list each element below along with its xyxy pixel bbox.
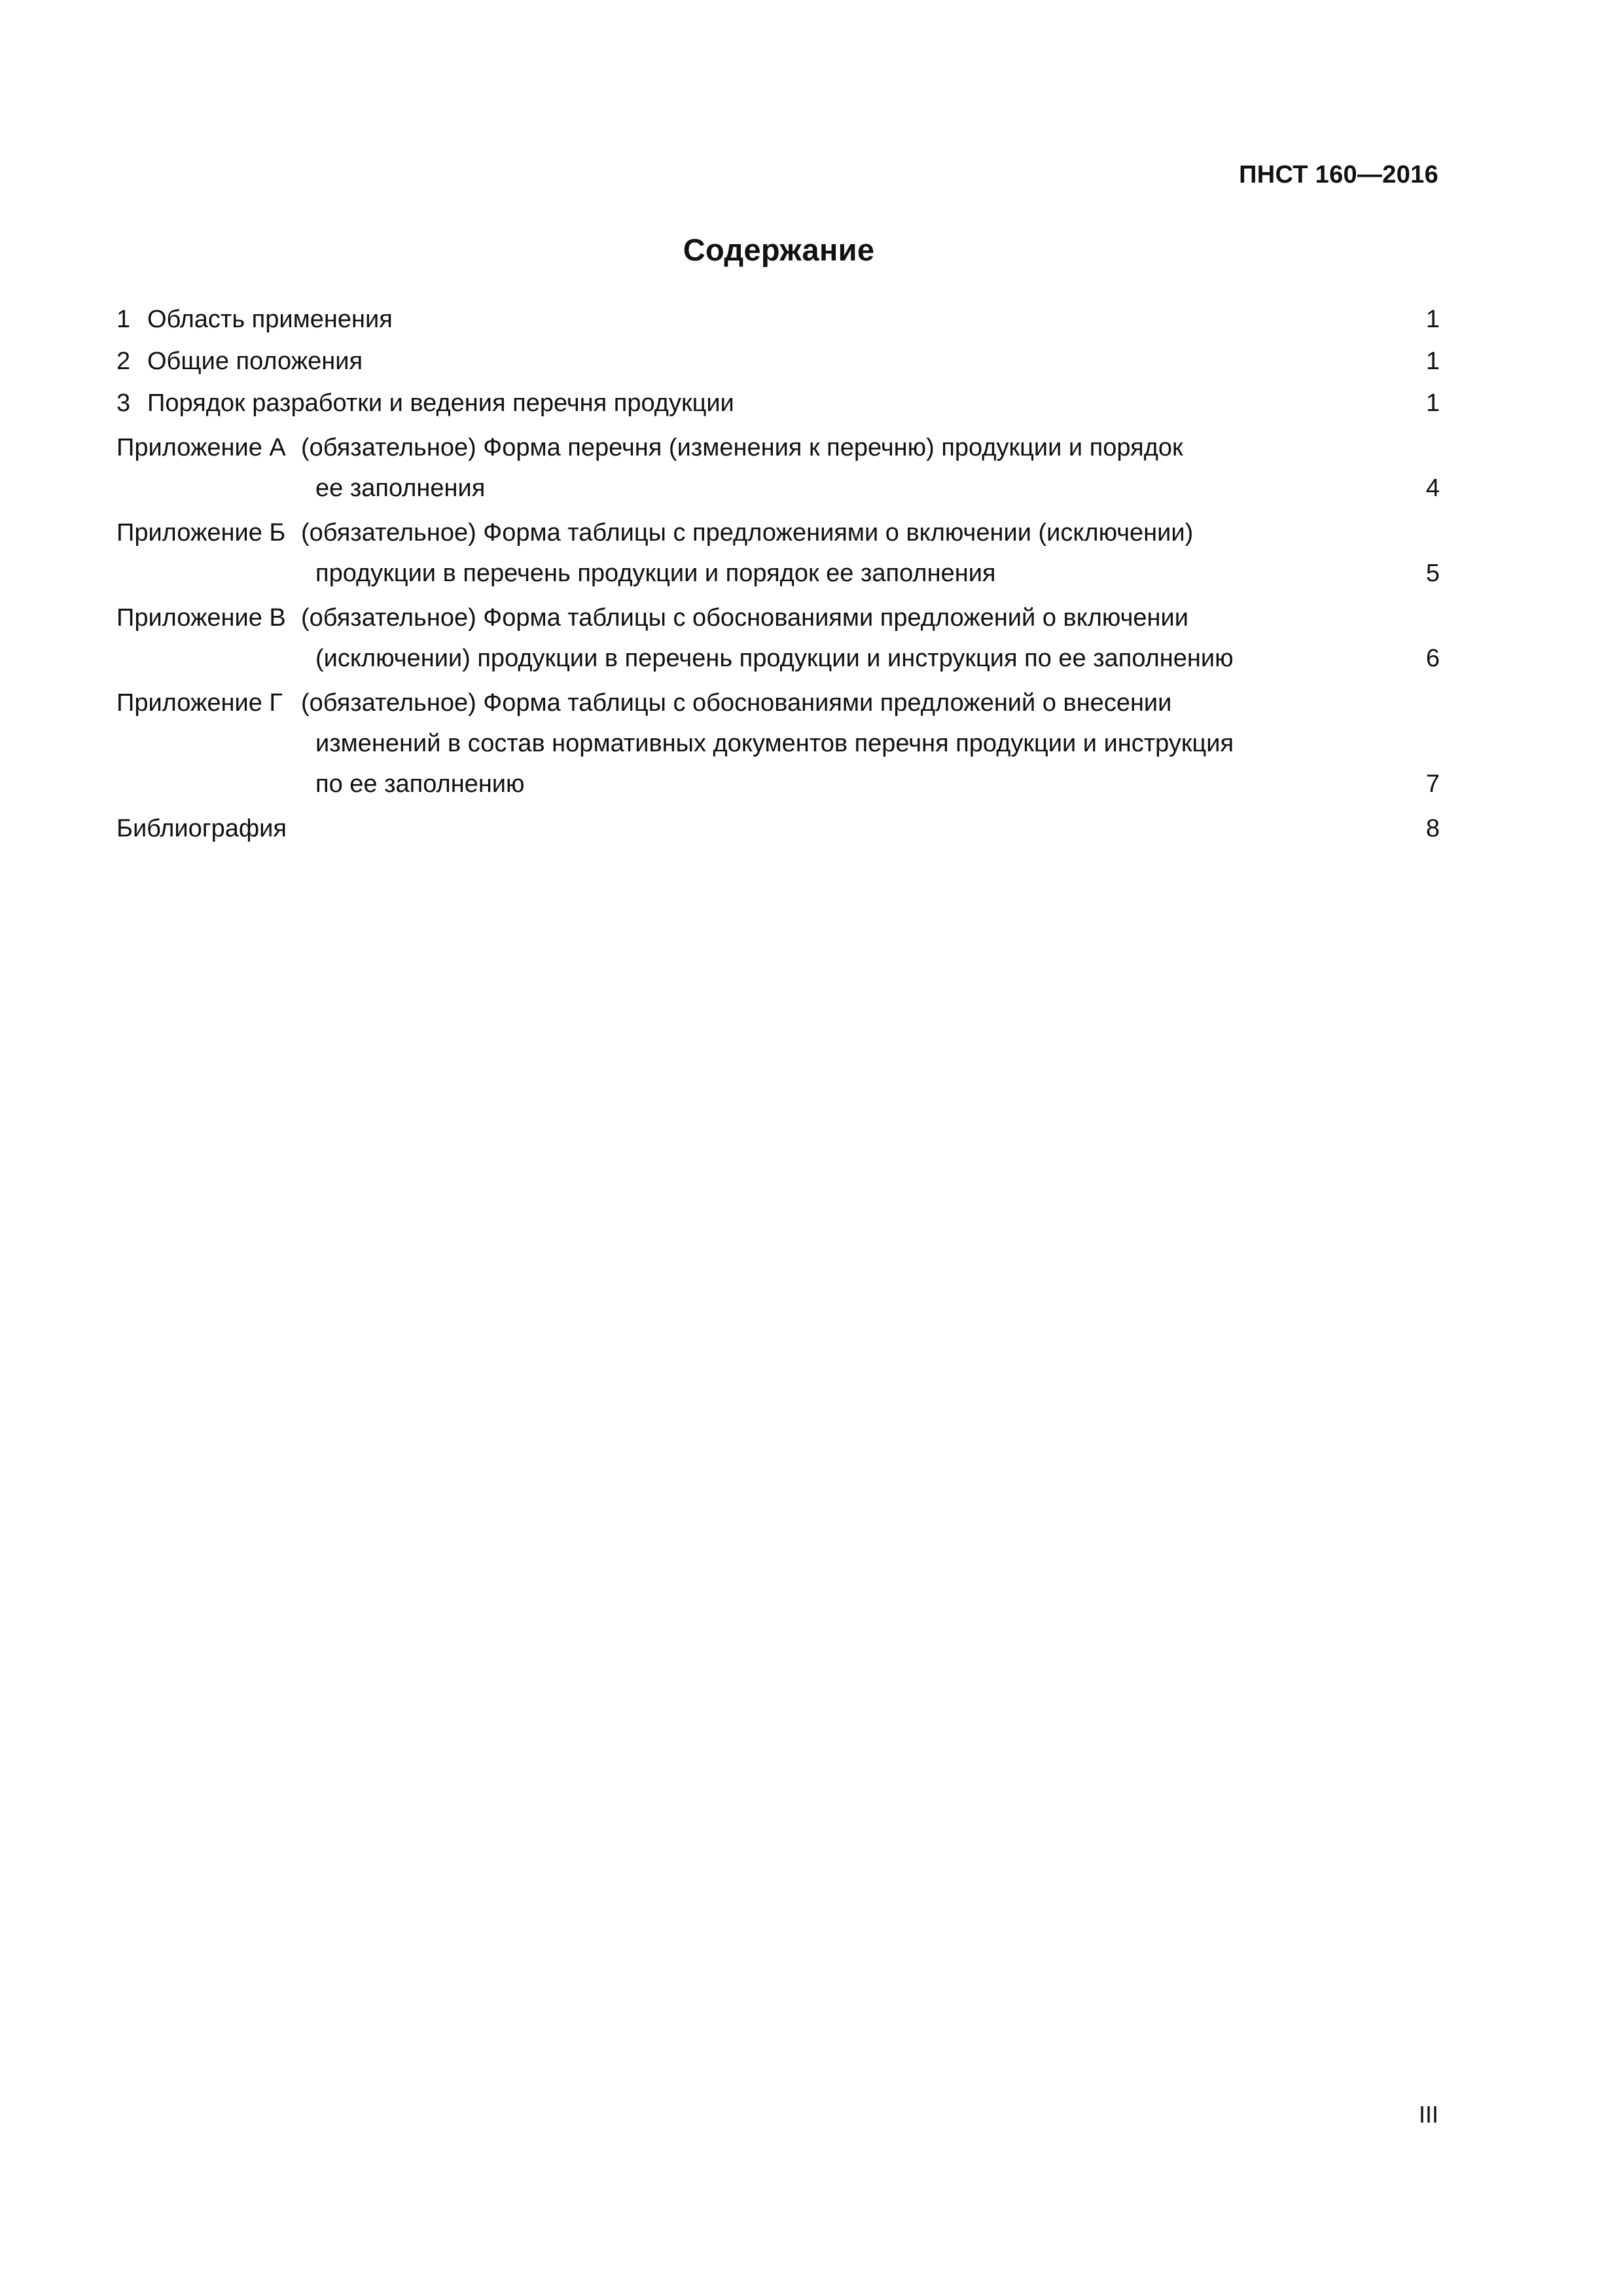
appendix-label: Приложение А (116, 434, 286, 461)
toc-entry-appendix-v[interactable] (116, 598, 1440, 679)
toc-entry-appendix-a[interactable] (116, 427, 1440, 509)
page-number: 6 (1425, 645, 1440, 672)
appendix-title-line-1: (обязательное) Форма таблицы с предложениями о включении (исключении) (301, 519, 1194, 547)
appendix-label: Приложение Г (116, 689, 283, 717)
page-number: 8 (1425, 815, 1440, 842)
section-title: Порядок разработки и ведения перечня продукции (147, 389, 734, 417)
appendix-title-line-2: продукции в перечень продукции и порядок ее заполнения (315, 560, 996, 587)
appendix-label: Приложение В (116, 604, 286, 632)
toc-entry-section-2[interactable] (116, 341, 1440, 382)
page-number: 1 (1425, 389, 1440, 417)
appendix-title-line-1: (обязательное) Форма таблицы с обоснованиями предложений о внесении (301, 689, 1172, 717)
toc-entry-section-3[interactable] (116, 383, 1440, 423)
toc-entry-bibliography[interactable] (116, 808, 1440, 849)
appendix-label: Приложение Б (116, 519, 286, 547)
section-title: Область применения (147, 306, 393, 333)
toc-entry-section-1[interactable] (116, 299, 1440, 340)
document-code: ПНСТ 160—2016 (1239, 161, 1438, 188)
appendix-title-line-1: (обязательное) Форма перечня (изменения к перечню) продукции и порядок (301, 434, 1183, 461)
page-number: 5 (1425, 560, 1440, 587)
toc-title: Содержание (683, 232, 875, 267)
page-number: 4 (1425, 475, 1440, 502)
table-of-contents (116, 298, 1440, 849)
toc-entry-appendix-b[interactable] (116, 512, 1440, 594)
appendix-title-line-3: по ее заполнению (315, 770, 525, 798)
section-number: 2 (116, 348, 131, 375)
page-number: 7 (1425, 770, 1440, 798)
appendix-title-line-2: изменений в состав нормативных документов перечня продукции и инструкция (315, 730, 1234, 757)
appendix-title-line-2: ее заполнения (315, 475, 486, 502)
page-number-roman: III (1418, 2101, 1438, 2128)
section-number: 3 (116, 389, 131, 417)
appendix-title-line-1: (обязательное) Форма таблицы с обоснованиями предложений о включении (301, 604, 1188, 632)
toc-entry-appendix-g[interactable] (116, 683, 1440, 804)
section-number: 1 (116, 306, 131, 333)
page-number: 1 (1425, 306, 1440, 333)
bibliography-title: Библиография (116, 815, 287, 842)
appendix-title-line-2: (исключении) продукции в перечень продукции и инструкция по ее заполнению (315, 645, 1234, 672)
page-number: 1 (1425, 348, 1440, 375)
section-title: Общие положения (147, 348, 363, 375)
